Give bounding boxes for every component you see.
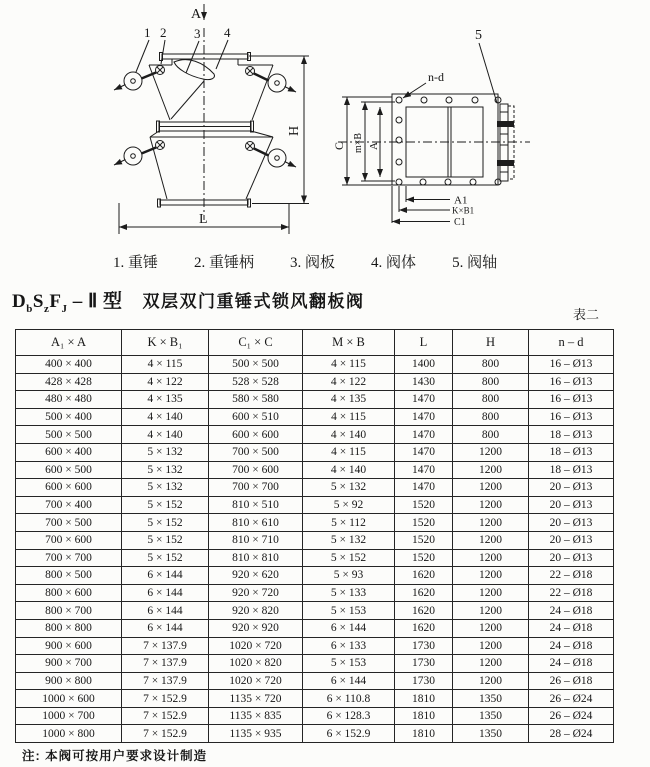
table-cell: 1400 — [395, 356, 453, 374]
callout-4: 4 — [224, 25, 231, 40]
table-cell: 1200 — [453, 584, 529, 602]
lower-valve-body — [150, 131, 273, 199]
table-row — [16, 479, 614, 497]
valve-plate — [174, 60, 214, 80]
table-cell: 1470 — [395, 408, 453, 426]
table-cell: 920 × 820 — [209, 602, 303, 620]
dim-label-kxb1: K×B1 — [452, 205, 475, 216]
table-cell: 1020 × 820 — [209, 655, 303, 673]
table-cell: 1135 × 835 — [209, 707, 303, 725]
table-cell: 800 × 500 — [16, 567, 122, 585]
dimension-a1 — [406, 186, 467, 207]
table-row — [16, 619, 614, 637]
table-cell: 800 — [453, 391, 529, 409]
dim-label-a1: A1 — [454, 194, 468, 207]
table-cell: 1730 — [395, 637, 453, 655]
table-row — [16, 426, 614, 444]
table-cell: 1135 × 935 — [209, 725, 303, 743]
table-cell: 4 × 115 — [122, 356, 209, 374]
table-cell: 1730 — [395, 655, 453, 673]
table-cell: 810 × 510 — [209, 496, 303, 514]
table-cell: 20 – Ø13 — [529, 496, 614, 514]
table-cell: 1200 — [453, 637, 529, 655]
table-cell: 800 × 700 — [16, 602, 122, 620]
table-header-row — [16, 330, 614, 356]
table-cell: 1470 — [395, 443, 453, 461]
legend-item: 5. 阀轴 — [452, 255, 498, 271]
table-cell: 5 × 132 — [303, 479, 395, 497]
valve-drawings — [0, 0, 650, 245]
table-cell: 810 × 610 — [209, 514, 303, 532]
table-cell: 1620 — [395, 584, 453, 602]
table-cell: 5 × 132 — [122, 479, 209, 497]
table-cell: 20 – Ø13 — [529, 514, 614, 532]
table-cell: 1200 — [453, 567, 529, 585]
table-row — [16, 549, 614, 567]
table-cell: 480 × 480 — [16, 391, 122, 409]
bolt-pattern-label: n-d — [428, 70, 444, 84]
dim-label-a: A — [368, 142, 380, 150]
legend-item: 3. 阀板 — [290, 255, 336, 271]
callout-2: 2 — [160, 25, 167, 40]
table-row — [16, 496, 614, 514]
table-cell: 600 × 500 — [16, 461, 122, 479]
upper-valve-body — [149, 59, 273, 120]
table-number-tag: 表二 — [572, 307, 599, 322]
table-cell: 5 × 152 — [122, 514, 209, 532]
table-cell: 5 × 152 — [303, 549, 395, 567]
table-cell: 1350 — [453, 707, 529, 725]
table-row — [16, 567, 614, 585]
table-cell: 1020 × 720 — [209, 637, 303, 655]
column-header: L — [395, 330, 453, 356]
table-cell: 18 – Ø13 — [529, 461, 614, 479]
table-cell: 20 – Ø13 — [529, 479, 614, 497]
table-cell: 26 – Ø18 — [529, 672, 614, 690]
table-cell: 580 × 580 — [209, 391, 303, 409]
table-cell: 1200 — [453, 619, 529, 637]
table-cell: 700 × 500 — [16, 514, 122, 532]
table-cell: 24 – Ø18 — [529, 602, 614, 620]
table-cell: 5 × 132 — [122, 461, 209, 479]
table-row — [16, 584, 614, 602]
table-cell: 16 – Ø13 — [529, 373, 614, 391]
table-cell: 1520 — [395, 514, 453, 532]
table-cell: 4 × 122 — [303, 373, 395, 391]
table-cell: 920 × 920 — [209, 619, 303, 637]
table-cell: 4 × 115 — [303, 356, 395, 374]
part-callouts — [136, 25, 231, 73]
table-cell: 26 – Ø24 — [529, 707, 614, 725]
table-cell: 1000 × 600 — [16, 690, 122, 708]
right-valve-drawing — [332, 28, 530, 228]
table-cell: 400 × 400 — [16, 356, 122, 374]
table-cell: 1200 — [453, 655, 529, 673]
table-cell: 1200 — [453, 496, 529, 514]
top-flange — [160, 53, 251, 61]
callout-3: 3 — [194, 26, 201, 41]
dim-label-c: C — [332, 141, 346, 150]
table-cell: 4 × 135 — [122, 391, 209, 409]
table-cell: 4 × 140 — [122, 426, 209, 444]
counterweights — [114, 72, 296, 167]
table-cell: 600 × 600 — [16, 479, 122, 497]
table-cell: 1620 — [395, 602, 453, 620]
valve-model-designation: $D_bS_zF_J$ – Ⅱ 型 — [12, 291, 123, 315]
table-cell: 500 × 500 — [209, 356, 303, 374]
table-cell: 1200 — [453, 443, 529, 461]
column-header: A₁ × A — [16, 330, 122, 356]
table-cell: 22 – Ø18 — [529, 584, 614, 602]
table-row — [16, 672, 614, 690]
table-cell: 5 × 152 — [122, 549, 209, 567]
table-cell: 5 × 112 — [303, 514, 395, 532]
table-cell: 7 × 152.9 — [122, 690, 209, 708]
table-cell: 800 — [453, 356, 529, 374]
table-cell: 920 × 720 — [209, 584, 303, 602]
table-row — [16, 408, 614, 426]
table-row — [16, 531, 614, 549]
middle-flange — [157, 121, 254, 132]
table-row — [16, 514, 614, 532]
table-cell: 900 × 700 — [16, 655, 122, 673]
table-cell: 1620 — [395, 619, 453, 637]
table-cell: 920 × 620 — [209, 567, 303, 585]
table-cell: 1200 — [453, 514, 529, 532]
table-cell: 500 × 400 — [16, 408, 122, 426]
table-cell: 6 × 110.8 — [303, 690, 395, 708]
table-row — [16, 443, 614, 461]
table-cell: 18 – Ø13 — [529, 426, 614, 444]
dimension-h — [249, 56, 309, 204]
table-row — [16, 637, 614, 655]
parts-legend — [113, 251, 497, 272]
table-cell: 24 – Ø18 — [529, 619, 614, 637]
table-cell: 7 × 152.9 — [122, 725, 209, 743]
table-cell: 1810 — [395, 725, 453, 743]
table-cell: 800 × 800 — [16, 619, 122, 637]
table-cell: 500 × 500 — [16, 426, 122, 444]
table-cell: 1810 — [395, 707, 453, 725]
table-cell: 6 × 152.9 — [303, 725, 395, 743]
table-cell: 1470 — [395, 479, 453, 497]
valve-name: 双层双门重锤式锁风翻板阀 — [142, 292, 365, 311]
table-cell: 4 × 140 — [122, 408, 209, 426]
hinge-pivots — [156, 66, 255, 151]
dim-label-l: L — [199, 212, 208, 227]
column-header: H — [453, 330, 529, 356]
table-cell: 1000 × 700 — [16, 707, 122, 725]
table-cell: 700 × 500 — [209, 443, 303, 461]
table-row — [16, 356, 614, 374]
table-cell: 1730 — [395, 672, 453, 690]
table-cell: 5 × 152 — [122, 496, 209, 514]
table-cell: 7 × 137.9 — [122, 672, 209, 690]
table-cell: 5 × 132 — [303, 531, 395, 549]
footer-note: 注: 本阀可按用户要求设计制造 — [22, 749, 208, 763]
table-cell: 4 × 115 — [303, 408, 395, 426]
table-cell: 810 × 710 — [209, 531, 303, 549]
table-row — [16, 461, 614, 479]
table-cell: 5 × 153 — [303, 655, 395, 673]
table-cell: 4 × 140 — [303, 461, 395, 479]
table-cell: 1520 — [395, 531, 453, 549]
table-cell: 1520 — [395, 549, 453, 567]
table-cell: 20 – Ø13 — [529, 549, 614, 567]
column-header: M × B — [303, 330, 395, 356]
table-cell: 800 — [453, 373, 529, 391]
legend-item: 4. 阀体 — [371, 255, 417, 271]
table-cell: 24 – Ø18 — [529, 655, 614, 673]
table-cell: 528 × 528 — [209, 373, 303, 391]
dimension-l — [119, 203, 289, 234]
table-cell: 1470 — [395, 391, 453, 409]
column-header: K × B₁ — [122, 330, 209, 356]
table-cell: 1810 — [395, 690, 453, 708]
table-cell: 24 – Ø18 — [529, 637, 614, 655]
spec-table-body — [16, 356, 614, 743]
table-cell: 6 × 133 — [303, 637, 395, 655]
table-cell: 16 – Ø13 — [529, 356, 614, 374]
table-cell: 800 × 600 — [16, 584, 122, 602]
column-header: n – d — [529, 330, 614, 356]
table-row — [16, 391, 614, 409]
table-cell: 4 × 115 — [303, 443, 395, 461]
table-cell: 5 × 132 — [122, 443, 209, 461]
table-cell: 800 — [453, 408, 529, 426]
table-cell: 20 – Ø13 — [529, 531, 614, 549]
table-cell: 900 × 800 — [16, 672, 122, 690]
table-cell: 26 – Ø24 — [529, 690, 614, 708]
table-cell: 6 × 144 — [122, 584, 209, 602]
dim-label-mxb: m×B — [353, 132, 364, 153]
table-cell: 1200 — [453, 479, 529, 497]
table-cell: 6 × 128.3 — [303, 707, 395, 725]
table-cell: 1200 — [453, 461, 529, 479]
flange-plate — [392, 94, 498, 185]
column-header: C₁ × C — [209, 330, 303, 356]
table-cell: 5 × 133 — [303, 584, 395, 602]
table-cell: 5 × 152 — [122, 531, 209, 549]
table-cell: 1135 × 720 — [209, 690, 303, 708]
table-cell: 1620 — [395, 567, 453, 585]
table-cell: 1430 — [395, 373, 453, 391]
table-cell: 16 – Ø13 — [529, 408, 614, 426]
spec-table — [15, 329, 614, 743]
table-cell: 700 × 400 — [16, 496, 122, 514]
table-row — [16, 690, 614, 708]
table-cell: 1200 — [453, 549, 529, 567]
table-cell: 800 — [453, 426, 529, 444]
table-cell: 700 × 600 — [16, 531, 122, 549]
callout-5: 5 — [475, 28, 482, 43]
table-cell: 1350 — [453, 725, 529, 743]
table-cell: 1470 — [395, 461, 453, 479]
table-cell: 810 × 810 — [209, 549, 303, 567]
table-cell: 4 × 122 — [122, 373, 209, 391]
table-cell: 22 – Ø18 — [529, 567, 614, 585]
table-row — [16, 725, 614, 743]
table-cell: 6 × 144 — [122, 602, 209, 620]
table-cell: 1000 × 800 — [16, 725, 122, 743]
table-cell: 18 – Ø13 — [529, 443, 614, 461]
table-cell: 6 × 144 — [303, 672, 395, 690]
table-cell: 6 × 144 — [303, 619, 395, 637]
table-cell: 6 × 144 — [122, 567, 209, 585]
table-cell: 1470 — [395, 426, 453, 444]
table-cell: 1350 — [453, 690, 529, 708]
table-cell: 5 × 93 — [303, 567, 395, 585]
shaft-callout — [475, 28, 497, 103]
table-row — [16, 373, 614, 391]
table-cell: 5 × 92 — [303, 496, 395, 514]
table-cell: 1200 — [453, 672, 529, 690]
table-cell: 1200 — [453, 531, 529, 549]
table-cell: 7 × 137.9 — [122, 637, 209, 655]
table-cell: 600 × 600 — [209, 426, 303, 444]
table-cell: 1020 × 720 — [209, 672, 303, 690]
dim-label-c1: C1 — [454, 217, 466, 228]
table-cell: 7 × 152.9 — [122, 707, 209, 725]
table-cell: 700 × 600 — [209, 461, 303, 479]
section-title — [12, 286, 365, 315]
legend-item: 2. 重锤柄 — [194, 255, 255, 271]
table-cell: 6 × 144 — [122, 619, 209, 637]
dim-label-h: H — [287, 125, 302, 136]
table-cell: 1200 — [453, 602, 529, 620]
table-row — [16, 655, 614, 673]
table-row — [16, 707, 614, 725]
table-cell: 5 × 153 — [303, 602, 395, 620]
table-cell: 700 × 700 — [16, 549, 122, 567]
table-cell: 700 × 700 — [209, 479, 303, 497]
table-cell: 600 × 400 — [16, 443, 122, 461]
left-valve-drawing — [114, 4, 309, 234]
table-cell: 4 × 140 — [303, 426, 395, 444]
table-cell: 1520 — [395, 496, 453, 514]
table-cell: 7 × 137.9 — [122, 655, 209, 673]
table-cell: 900 × 600 — [16, 637, 122, 655]
table-cell: 28 – Ø24 — [529, 725, 614, 743]
legend-item: 1. 重锤 — [113, 255, 159, 271]
view-direction-label: A — [191, 7, 202, 22]
table-cell: 4 × 135 — [303, 391, 395, 409]
table-cell: 600 × 510 — [209, 408, 303, 426]
table-row — [16, 602, 614, 620]
callout-1: 1 — [144, 25, 151, 40]
table-cell: 16 – Ø13 — [529, 391, 614, 409]
table-cell: 428 × 428 — [16, 373, 122, 391]
